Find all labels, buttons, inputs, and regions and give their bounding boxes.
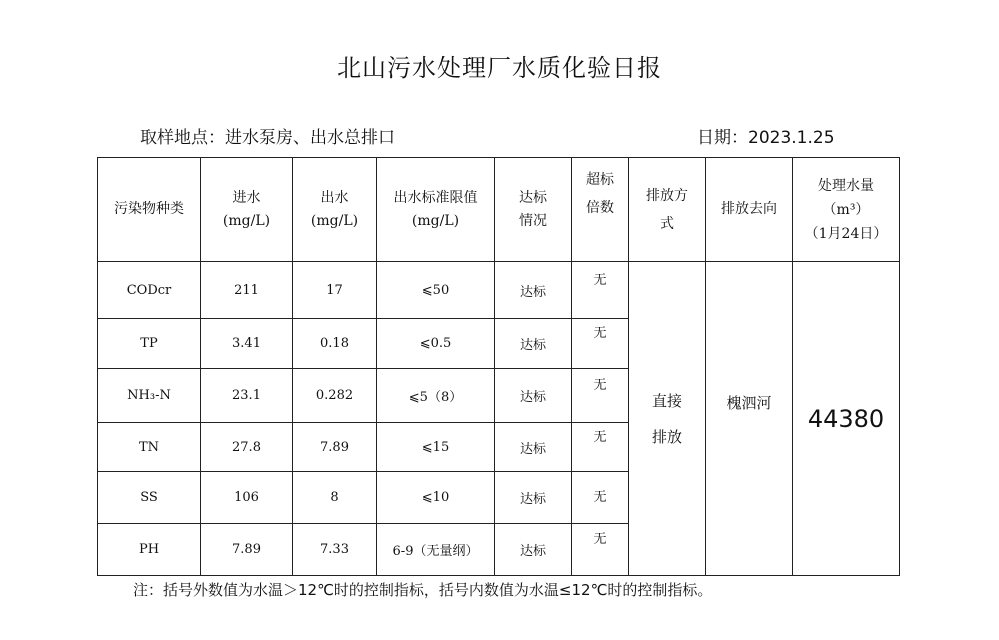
header-row bbox=[98, 158, 900, 262]
date-label: 日期： bbox=[697, 128, 748, 148]
discharge-method-cell: 直接 排放 bbox=[629, 262, 706, 576]
limit-cell: ⩽0.5 bbox=[377, 319, 495, 369]
inflow-cell: 211 bbox=[201, 262, 293, 319]
pollutant-cell: PH bbox=[98, 524, 201, 576]
exceed-cell: 无 bbox=[572, 319, 629, 369]
header-compliance: 达标 情况 bbox=[495, 158, 572, 262]
limit-cell: ⩽10 bbox=[377, 472, 495, 524]
outflow-cell: 7.33 bbox=[293, 524, 377, 576]
limit-cell: ⩽15 bbox=[377, 423, 495, 472]
inflow-cell: 106 bbox=[201, 472, 293, 524]
pollutant-cell: CODcr bbox=[98, 262, 201, 319]
sampling-value: 进水泵房、出水总排口 bbox=[225, 128, 395, 148]
table-row bbox=[98, 262, 900, 319]
inflow-cell: 27.8 bbox=[201, 423, 293, 472]
exceed-cell: 无 bbox=[572, 262, 629, 319]
status-cell: 达标 bbox=[495, 524, 572, 576]
header-destination: 排放去向 bbox=[706, 158, 793, 262]
exceed-cell: 无 bbox=[572, 472, 629, 524]
date-value: 2023.1.25 bbox=[748, 128, 835, 148]
exceed-cell: 无 bbox=[572, 423, 629, 472]
inflow-cell: 7.89 bbox=[201, 524, 293, 576]
exceed-cell: 无 bbox=[572, 369, 629, 423]
outflow-cell: 17 bbox=[293, 262, 377, 319]
pollutant-cell: NH₃-N bbox=[98, 369, 201, 423]
water-quality-table bbox=[97, 157, 900, 576]
header-discharge-method: 排放方 式 bbox=[629, 158, 706, 262]
report-date bbox=[697, 123, 835, 148]
outflow-cell: 8 bbox=[293, 472, 377, 524]
header-outflow: 出水 (mg/L) bbox=[293, 158, 377, 262]
pollutant-cell: SS bbox=[98, 472, 201, 524]
status-cell: 达标 bbox=[495, 472, 572, 524]
status-cell: 达标 bbox=[495, 423, 572, 472]
footnote: 注：括号外数值为水温＞12℃时的控制指标，括号内数值为水温≤12℃时的控制指标。 bbox=[133, 581, 713, 599]
status-cell: 达标 bbox=[495, 369, 572, 423]
outflow-cell: 0.18 bbox=[293, 319, 377, 369]
inflow-cell: 23.1 bbox=[201, 369, 293, 423]
header-inflow: 进水 (mg/L) bbox=[201, 158, 293, 262]
sampling-location bbox=[140, 123, 395, 148]
status-cell: 达标 bbox=[495, 319, 572, 369]
sampling-label: 取样地点： bbox=[140, 128, 225, 148]
pollutant-cell: TP bbox=[98, 319, 201, 369]
outflow-cell: 0.282 bbox=[293, 369, 377, 423]
header-exceed: 超标 倍数 bbox=[572, 158, 629, 262]
pollutant-cell: TN bbox=[98, 423, 201, 472]
limit-cell: ⩽5（8） bbox=[377, 369, 495, 423]
header-pollutant: 污染物种类 bbox=[98, 158, 201, 262]
report-title: 北山污水处理厂水质化验日报 bbox=[337, 54, 662, 82]
exceed-cell: 无 bbox=[572, 524, 629, 576]
treated-volume-cell: 44380 bbox=[793, 262, 900, 576]
header-volume: 处理水量 （m³） （1月24日） bbox=[793, 158, 900, 262]
limit-cell: 6-9（无量纲） bbox=[377, 524, 495, 576]
outflow-cell: 7.89 bbox=[293, 423, 377, 472]
discharge-destination-cell: 槐泗河 bbox=[706, 262, 793, 576]
status-cell: 达标 bbox=[495, 262, 572, 319]
inflow-cell: 3.41 bbox=[201, 319, 293, 369]
header-limit: 出水标准限值 (mg/L) bbox=[377, 158, 495, 262]
limit-cell: ⩽50 bbox=[377, 262, 495, 319]
